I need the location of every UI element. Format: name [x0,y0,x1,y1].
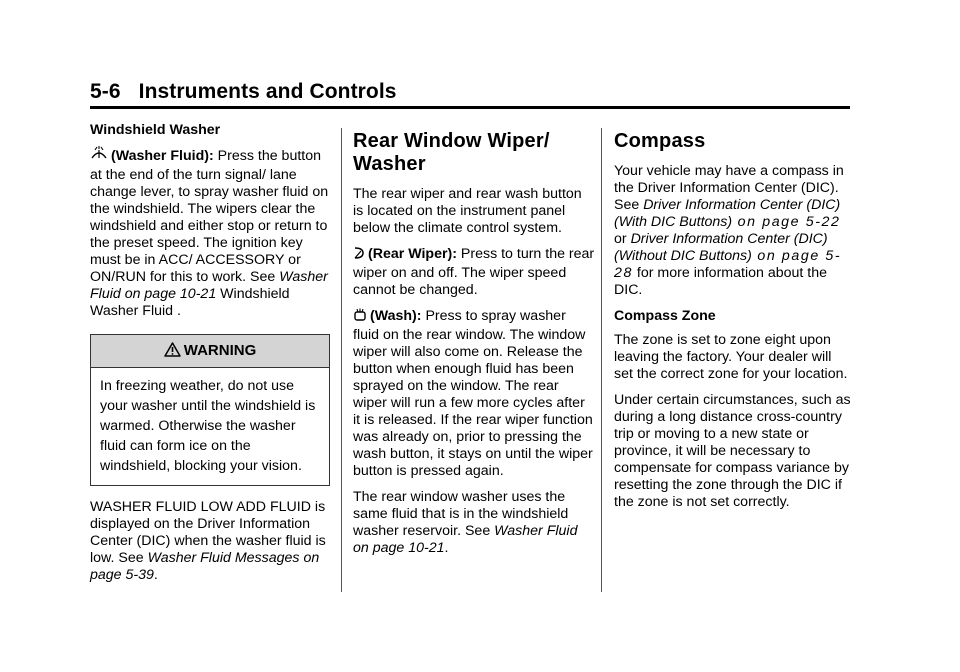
column-3 [614,130,854,520]
rear-wiper-intro: The rear wiper and rear wash button is located on the instrument panel below the climate control system. [353,186,582,236]
rear-wiper-label: (Rear Wiper): [368,246,457,262]
rear-wash-paragraph [353,308,595,480]
washer-messages-link[interactable]: Washer Fluid Messages on page 5-39 [90,550,320,583]
page-header [90,80,850,109]
warning-header [91,335,329,368]
rear-wiper-title: Rear Window Wiper/ Washer [353,130,550,175]
washer-fluid-low-text: WASHER FLUID LOW ADD FLUID is displayed on the Driver Information Center (DIC) when the washer fluid is low. See [90,499,326,566]
dic-without-buttons-link[interactable]: Driver Information Center (DIC) (Without DIC Buttons) [614,231,828,264]
rear-washer-fluid-link[interactable]: Washer Fluid on page 10-21 [353,523,578,556]
dic-with-buttons-link[interactable]: Driver Information Center (DIC) (With DIC Buttons) [614,197,841,230]
warning-triangle-icon [164,337,181,369]
compass-intro [614,163,854,299]
warning-body: In freezing weather, do not use your washer until the windshield is warmed. Otherwise the washer fluid can form ice on the windshield, blocking your vision. [100,378,316,474]
rear-wash-label: (Wash): [370,308,422,324]
compass-variance-paragraph: Under certain circumstances, such as during a long distance cross-country trip or moving to a new state or province, it will be necessary to compensate for compass variance by resetting the zone through the DIC if the zone is not set correctly. [614,392,851,510]
rear-wash-text: Press to spray washer fluid on the rear window. The window wiper will also come on. Release the button when enough fluid has been sprayed on the window. The rear wiper will run a few more cycles after it is released. If the rear wiper function was already on, prior to pressing the wash button, it stays on until the wiper button is pressed again. [353,308,593,479]
windshield-washer-heading: Windshield Washer [90,122,221,138]
washer-fluid-icon [90,146,108,167]
washer-fluid-low-tail: . [153,567,158,583]
warning-box [90,334,330,486]
washer-fluid-tail: Windshield Washer Fluid . [90,286,290,319]
washer-fluid-paragraph [90,146,330,320]
dic-with-buttons-page[interactable]: on page 5-22 [732,214,841,230]
compass-title: Compass [614,130,706,152]
compass-intro-or: or [614,231,631,247]
rear-washer-fluid-paragraph [353,489,595,557]
warning-title: WARNING [183,342,257,359]
column-divider [341,128,342,592]
rear-wiper-icon [353,246,365,265]
rear-washer-fluid-text: The rear window washer uses the same fluid that is in the windshield washer reservoir. See [353,489,569,539]
washer-fluid-text: Press the button at the end of the turn signal/ lane change lever, to spray washer fluid on the windshield. The wipers clear the windshield and either stop or return to the preset speed. The ignition key must be in ACC/ ACCESSORY or ON/RUN for this to work. See [90,148,329,285]
rear-wash-icon [353,308,367,327]
rear-wiper-text: Press to turn the rear wiper on and off. The wiper speed cannot be changed. [353,246,595,298]
compass-zone-paragraph: The zone is set to zone eight upon leaving the factory. Your dealer will set the correct zone for your location. [614,332,848,382]
column-1 [90,122,330,593]
dic-without-buttons-page[interactable]: on page 5-28 [614,248,842,281]
rear-washer-fluid-tail: . [444,540,449,556]
section-title: Instruments and Controls [138,80,397,103]
column-2 [353,130,595,566]
compass-zone-heading: Compass Zone [614,308,716,324]
compass-intro-tail: for more information about the DIC. [614,265,827,298]
washer-fluid-label: (Washer Fluid): [111,148,214,164]
compass-intro-text: Your vehicle may have a compass in the Driver Information Center (DIC). See [614,163,844,213]
rear-wiper-paragraph [353,246,595,299]
page-number: 5-6 [90,80,121,103]
washer-fluid-link[interactable]: Washer Fluid on page 10-21 [90,269,328,302]
washer-fluid-low-paragraph [90,499,330,584]
column-divider [601,128,602,592]
